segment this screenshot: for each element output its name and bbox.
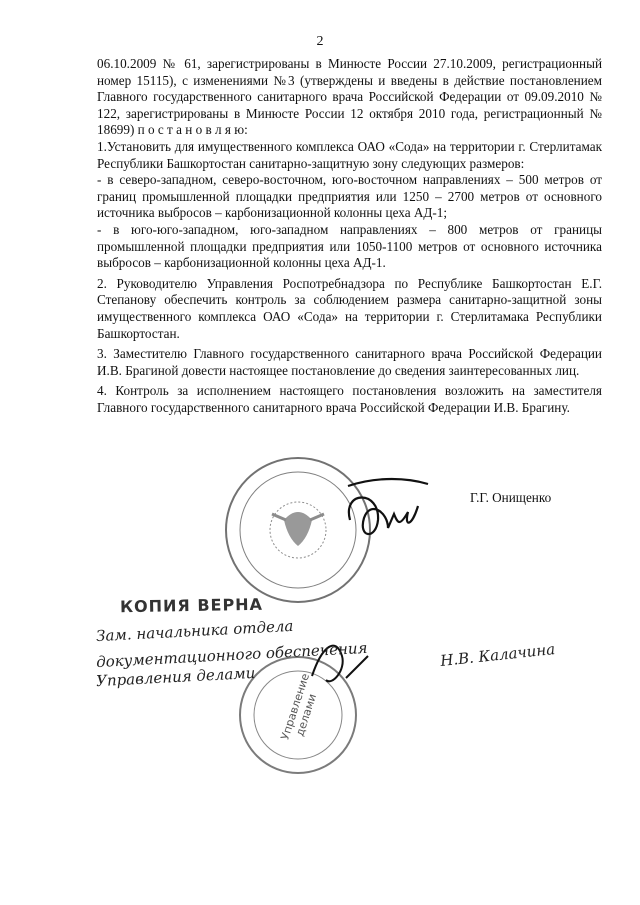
paragraph-intro: 06.10.2009 № 61, зарегистрированы в Минюсте России 27.10.2009, регистрационный номер 15115), с изменениями №3 (утверждены и введены в действие постановлением Главного государственного санитарного врача Российской Федерации от 09.09.2010 № 122, зарегистрированы в Минюсте России 12 октября 2010 года, регистрационный № 18699) п о с т а н о в л я ю: xyxy=(97,56,602,138)
paragraph-item-3: 3. Заместителю Главного государственного санитарного врача Российской Федерации И.В. Брагиной довести настоящее постановление до сведения заинтересованных лиц. xyxy=(97,346,602,378)
page-number: 2 xyxy=(316,34,324,49)
paragraph-zone-a: - в северо-западном, северо-восточном, юго-восточном направлениях – 500 метров от границ промышленной площадки предприятия или 1250 – 2700 метров от основного источника выбросов – карбонизационной колонны цеха АД-1; xyxy=(97,172,602,221)
handwriting-position-line1: Зам. начальника отдела xyxy=(95,616,294,646)
handwriting-name: Н.В. Калачина xyxy=(439,640,556,670)
handwriting-position-line2: документационного обеспечения xyxy=(95,638,368,672)
paragraph-zone-b: - в юго-юго-западном, юго-западном направлениях – 800 метров от границы промышленной площадки предприятия или 1050-1100 метров от основного источника выбросов – карбонизационной колонны цеха АД-1. xyxy=(97,221,602,271)
paragraph-item-2: 2. Руководителю Управления Роспотребнадзора по Республике Башкортостан Е.Г. Степанову обеспечить контроль за соблюдением размера санитарно-защитной зоны имущественного комплекса ОАО «Сода» на территории г. Стерлитамака Республики Башкортостан. xyxy=(97,275,602,341)
copy-verified-stamp: КОПИЯ ВЕРНА xyxy=(119,594,264,617)
signature-onishchenko xyxy=(348,479,428,534)
paragraph-item-4: 4. Контроль за исполнением настоящего постановления возложить на заместителя Главного государственного санитарного врача Российской Федерации И.В. Брагину. xyxy=(97,383,602,415)
official-seal xyxy=(226,458,370,602)
paragraph-item-1: 1.Установить для имущественного комплекса ОАО «Сода» на территории г. Стерлитамак Республики Башкортостан санитарно-защитную зону следующих размеров: xyxy=(97,138,602,171)
seal-center-text: Управление делами xyxy=(278,671,320,742)
signer-name: Г.Г. Онищенко xyxy=(470,490,552,505)
handwriting-position-line3: Управления делами xyxy=(95,663,256,691)
